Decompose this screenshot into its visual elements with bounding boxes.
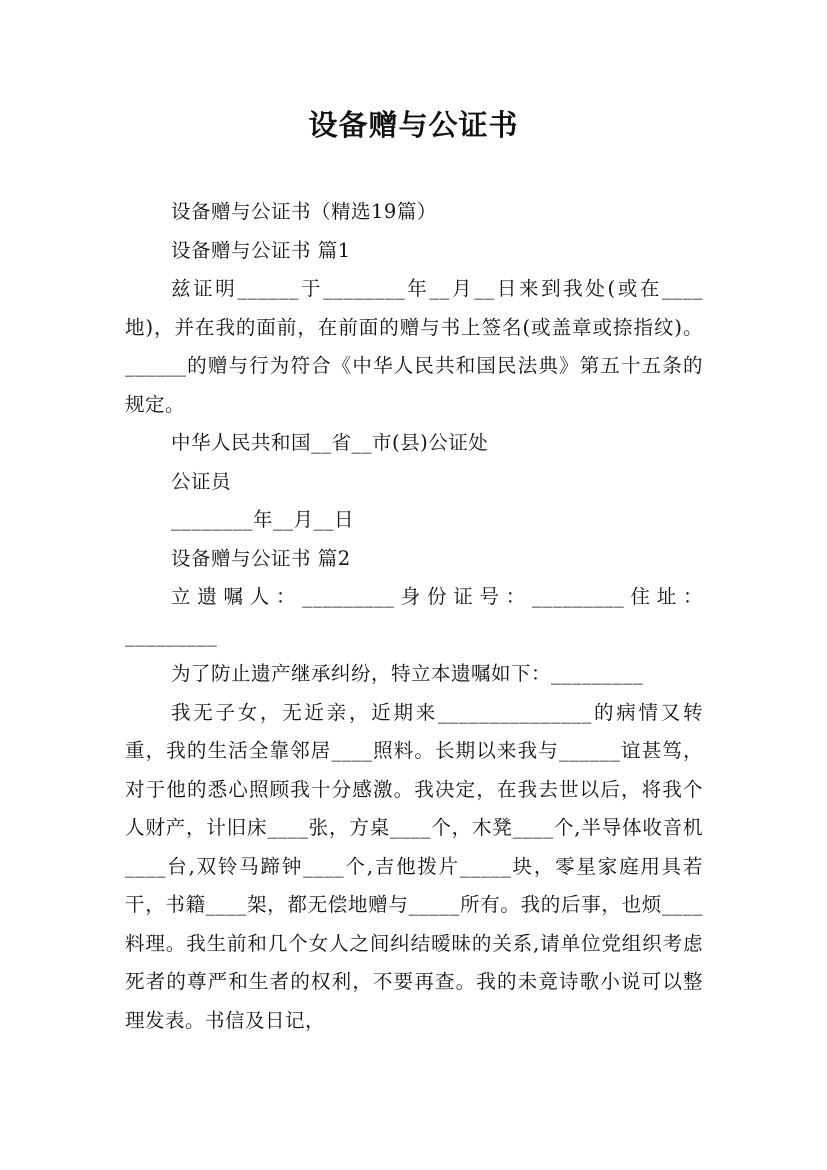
will-intro-paragraph: 为了防止遗产继承纠纷，特立本遗嘱如下：_________ [171,662,644,685]
notary-label: 公证员 [171,469,232,493]
will-body-paragraph: 我无子女，无近亲，近期来_______________的病情又转重，我的生活全靠邻居____照料。长期以来我与______谊甚笃，对于他的悉心照顾我十分感激。我决定，在我去世以后，将我个人财产，计旧床____张，方桌____个，木凳____个,半导体收音机____台,双铃马蹄钟____个,吉他拨片_____块，零星家庭用具若干，书籍____架，都无偿地赠与_____所有。我的后事，也烦____料理。我生前和几个女人之间纠结暧昧的关系,请单位党组织考虑死者的尊严和生者的权利，不要再查。我的未竟诗歌小说可以整理发表。书信及日记， [125,700,703,1032]
section-heading-2: 设备赠与公证书 篇2 [171,546,351,570]
document-title: 设备赠与公证书 [308,108,519,142]
date-line: ________年__月__日 [171,508,355,531]
section-heading-1: 设备赠与公证书 篇1 [171,238,351,262]
testator-info-paragraph: 立遗嘱人：_________身份证号：_________住址：_________ [125,585,703,647]
certification-paragraph: 兹证明______于________年__月__日来到我处(或在____地)，并在我的面前，在前面的赠与书上签名(或盖章或捺指纹)。______的赠与行为符合《中华人民共和国民法典》第五十五条的规定。 [125,277,703,416]
notary-office-line: 中华人民共和国__省__市(县)公证处 [171,431,489,454]
document-body [125,193,703,1040]
subtitle-paragraph: 设备赠与公证书（精选19篇） [171,200,437,223]
